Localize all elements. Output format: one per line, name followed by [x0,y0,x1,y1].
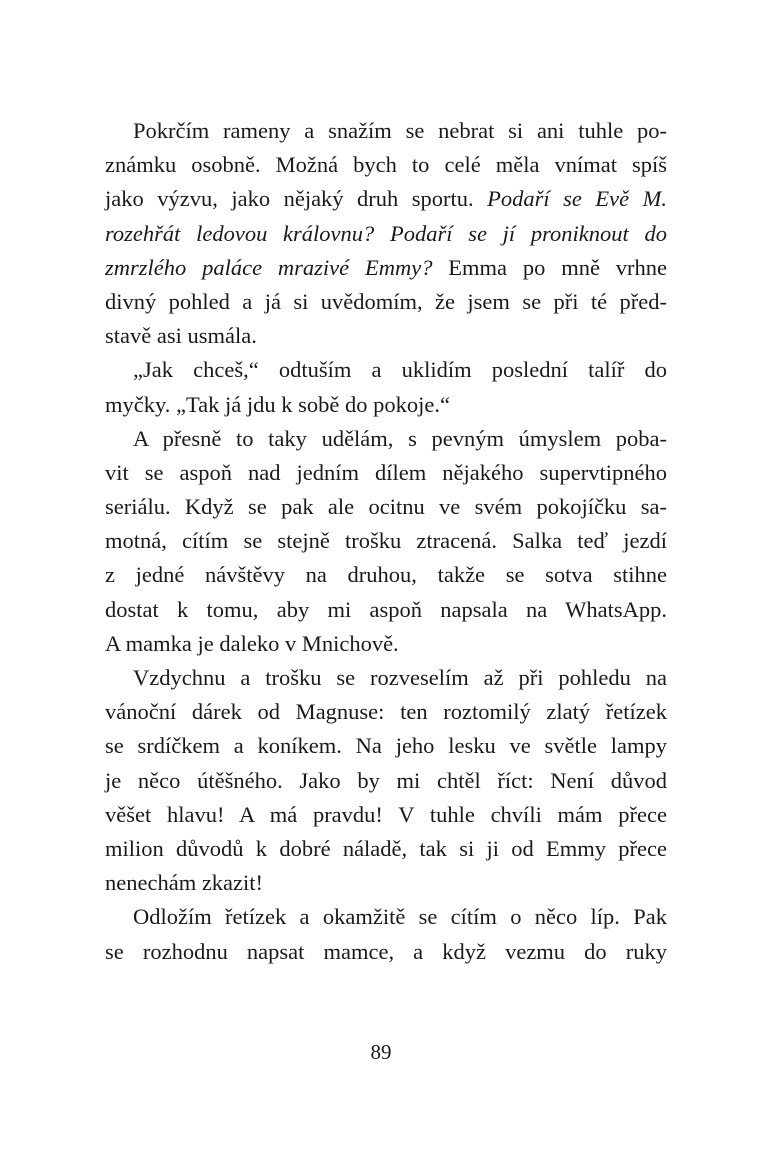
italic-text: rozehřát ledovou královnu? Podaří se jí proniknout do [105,220,667,246]
text-line [105,388,667,422]
text-run: A mamka je daleko v Mnichově. [105,630,399,656]
text-run: se srdíčkem a koníkem. Na jeho lesku ve světle lampy [105,733,667,759]
text-line [105,729,667,763]
text-line [105,251,667,285]
page-body [105,114,667,969]
text-line [105,764,667,798]
text-run: stavě asi usmála. [105,323,257,349]
paragraph [105,900,667,968]
text-line [105,798,667,832]
text-line [105,524,667,558]
text-run: vánoční dárek od Magnuse: ten roztomilý zlatý řetízek [105,699,667,725]
text-run: milion důvodů k dobré náladě, tak si ji od Emmy přece [105,835,667,861]
text-line [105,627,667,661]
text-line [105,558,667,592]
text-run: Vzdychnu a trošku se rozveselím až při pohledu na [133,665,667,690]
text-line [105,593,667,627]
text-run: dostat k tomu, aby mi aspoň napsala na WhatsApp. [105,596,667,622]
text-line [105,217,667,251]
text-run: seriálu. Když se pak ale ocitnu ve svém pokojíčku sa- [105,494,667,520]
text-line [105,285,667,319]
text-line [105,832,667,866]
text-run: Emma po mně vrhne [432,254,667,280]
paragraph [105,353,667,421]
text-run: nenechám zkazit! [105,870,264,896]
text-line [105,866,667,900]
text-run: Pokrčím rameny a snažím se nebrat si ani tuhle po- [133,118,667,143]
text-line [105,148,667,182]
text-line [105,900,667,934]
text-run: myčky. „Tak já jdu k sobě do pokoje.“ [105,391,451,417]
text-run: jako výzvu, jako nějaký druh sportu. [105,186,488,212]
text-line [105,490,667,524]
paragraph [105,422,667,661]
text-line [105,114,667,148]
text-run: věšet hlavu! A má pravdu! V tuhle chvíli mám přece [105,801,667,827]
text-run: známku osobně. Možná bych to celé měla vnímat spíš [105,152,667,178]
text-line [105,661,667,695]
paragraph [105,114,667,353]
text-line [105,319,667,353]
text-run: se rozhodnu napsat mamce, a když vezmu do ruky [105,938,667,964]
text-run: divný pohled a já si uvědomím, že jsem se při té před- [105,288,667,314]
text-line [105,182,667,216]
text-run: motná, cítím se stejně trošku ztracená. Salka teď jezdí [105,528,667,554]
text-line [105,353,667,387]
text-run: z jedné návštěvy na druhou, takže se sotva stihne [105,562,667,588]
page-number: 89 [370,1040,392,1064]
italic-text: Podaří se Evě M. [487,186,667,212]
text-run: je něco útěšného. Jako by mi chtěl říct: Není důvod [105,767,667,793]
text-run: vit se aspoň nad jedním dílem nějakého supervtipného [105,459,667,485]
text-run: A přesně to taky udělám, s pevným úmyslem poba- [133,425,667,451]
text-line [105,935,667,969]
text-line [105,422,667,456]
italic-text: zmrzlého paláce mrazivé Emmy? [105,254,433,280]
text-line [105,456,667,490]
text-run: „Jak chceš,“ odtuším a uklidím poslední talíř do [133,357,667,383]
text-run: Odložím řetízek a okamžitě se cítím o něco líp. Pak [133,904,667,930]
text-line [105,695,667,729]
paragraph [105,661,667,900]
